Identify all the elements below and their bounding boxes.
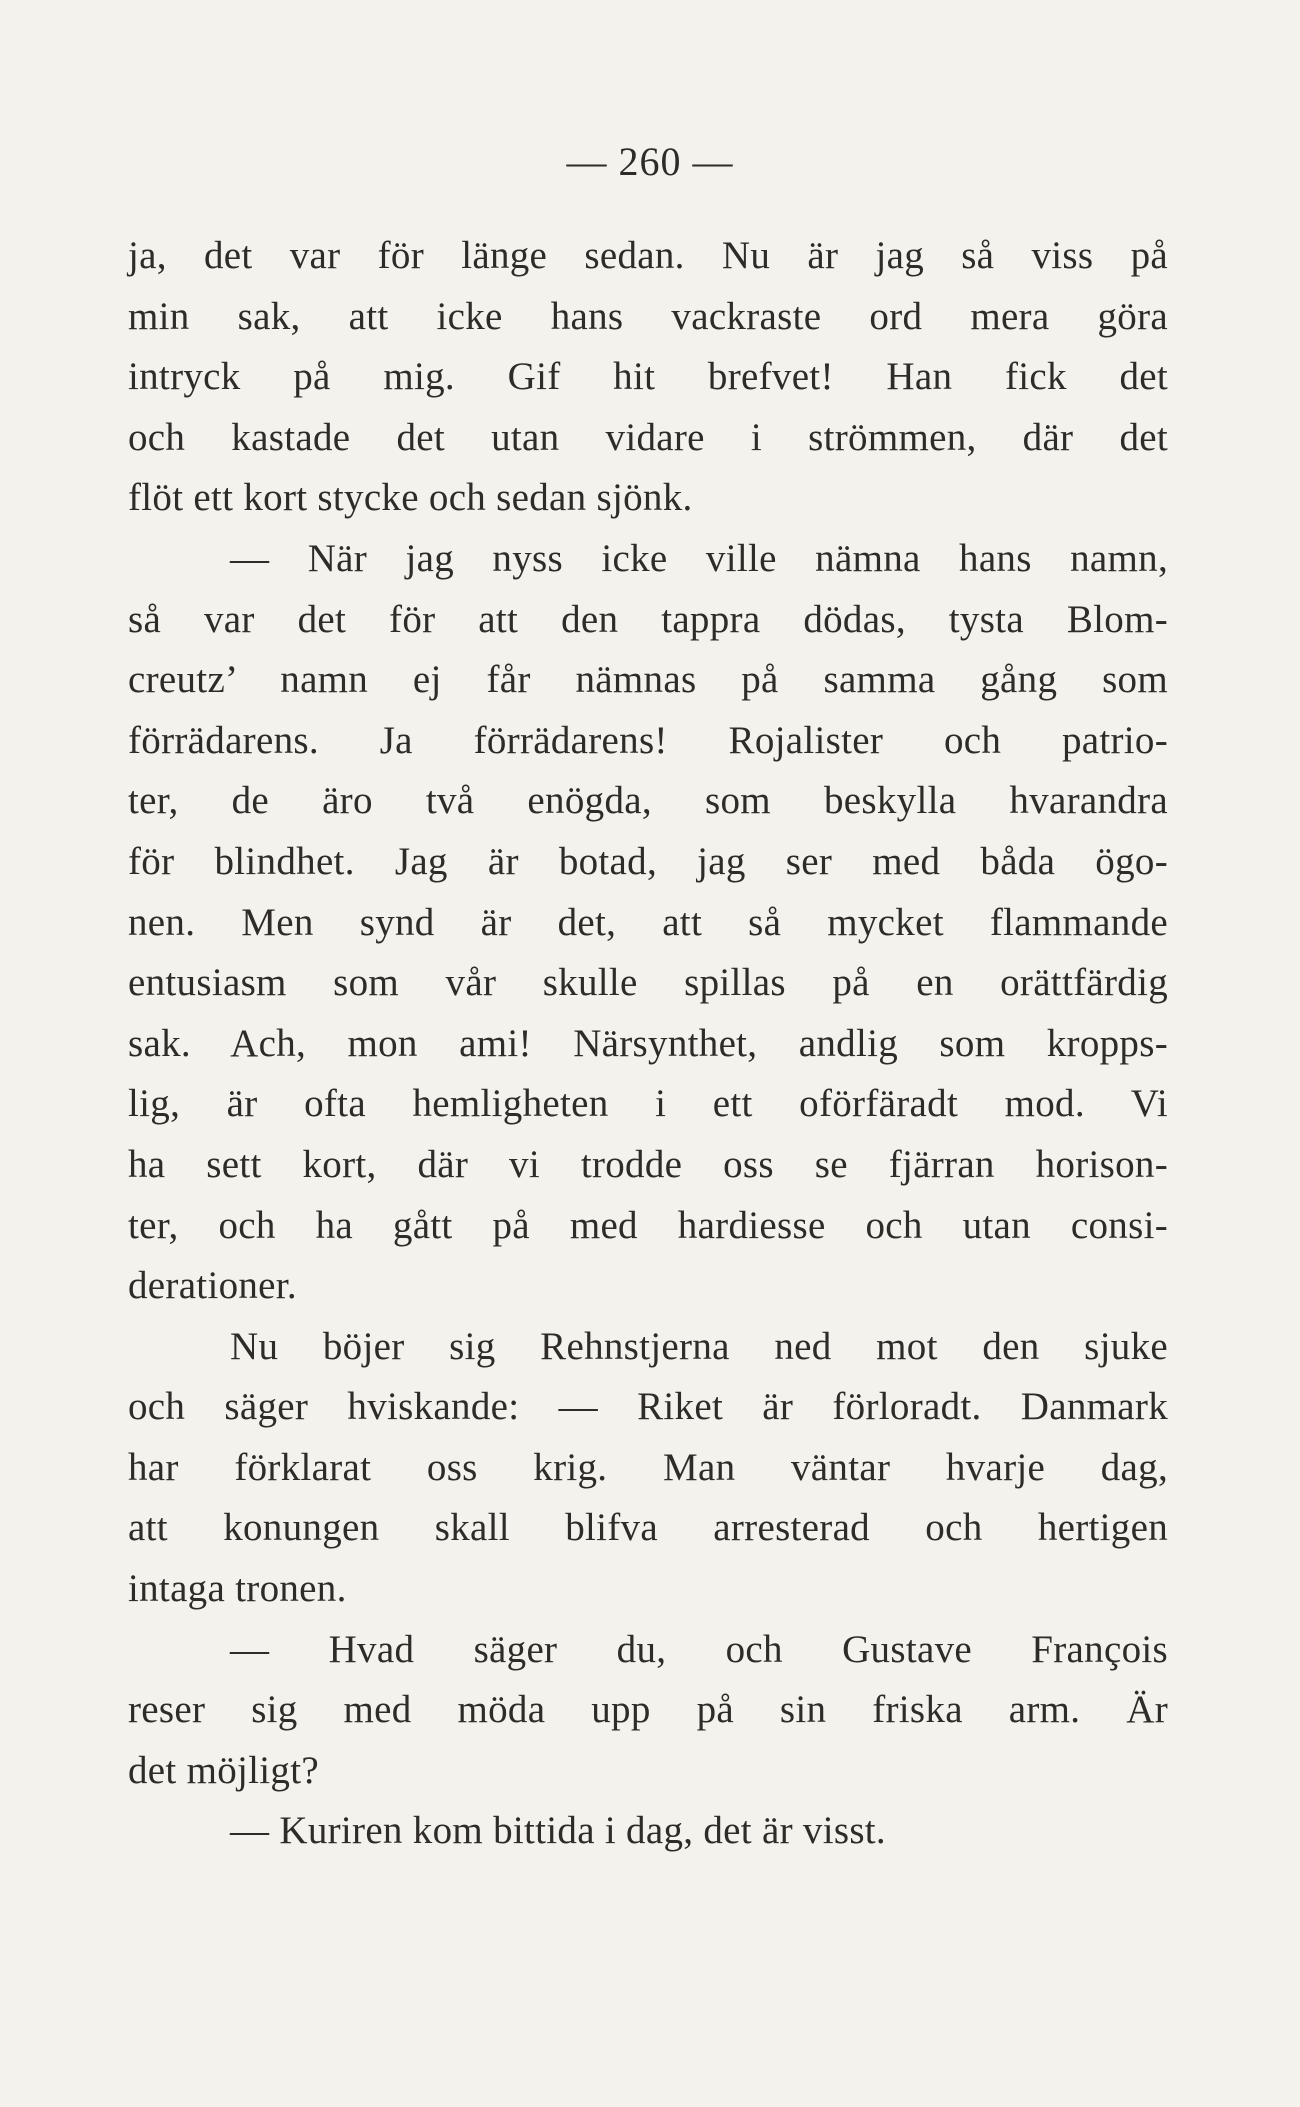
text-line: creutz’ namn ej får nämnas på samma gång som (128, 658, 1168, 702)
text-line: ter, de äro två enögda, som beskylla hvarandra (128, 779, 1168, 823)
text-line: ter, och ha gått på med hardiesse och utan consi- (128, 1203, 1168, 1247)
text-line: intaga tronen. (128, 1567, 347, 1611)
text-line: det möjligt? (128, 1748, 319, 1792)
text-line: nen. Men synd är det, att så mycket flammande (128, 900, 1168, 944)
text-line: entusiasm som vår skulle spillas på en orättfärdig (128, 961, 1168, 1005)
page-number: — 260 — (566, 139, 734, 184)
text-line: för blindhet. Jag är botad, jag ser med båda ögo- (128, 839, 1168, 883)
body-text (128, 226, 1168, 1862)
text-line: att konungen skall blifva arresterad och hertigen (128, 1506, 1168, 1550)
text-line: har förklarat oss krig. Man väntar hvarje dag, (128, 1445, 1168, 1489)
text-line: sak. Ach, mon ami! Närsynthet, andlig som kropps- (128, 1021, 1168, 1065)
text-line: min sak, att icke hans vackraste ord mera göra (128, 294, 1168, 338)
text-line: så var det för att den tappra dödas, tysta Blom- (128, 597, 1168, 641)
text-line: och säger hviskande: — Riket är förloradt. Danmark (128, 1385, 1168, 1429)
text-line: intryck på mig. Gif hit brefvet! Han fick det (128, 355, 1168, 399)
text-line: — När jag nyss icke ville nämna hans namn, (230, 536, 1168, 580)
text-line: Nu böjer sig Rehnstjerna ned mot den sjuke (230, 1324, 1168, 1368)
text-line: förrädarens. Ja förrädarens! Rojalister och patrio- (128, 718, 1168, 762)
text-line: och kastade det utan vidare i strömmen, där det (128, 415, 1168, 459)
text-line: derationer. (128, 1264, 297, 1308)
text-line: — Kuriren kom bittida i dag, det är visst. (230, 1809, 886, 1853)
text-line: reser sig med möda upp på sin friska arm. Är (128, 1688, 1168, 1732)
text-line: ja, det var för länge sedan. Nu är jag så viss på (128, 234, 1168, 277)
text-line: — Hvad säger du, och Gustave François (230, 1627, 1168, 1671)
text-line: lig, är ofta hemligheten i ett oförfäradt mod. Vi (128, 1082, 1168, 1126)
text-line: flöt ett kort stycke och sedan sjönk. (128, 476, 693, 520)
text-line: ha sett kort, där vi trodde oss se fjärran horison- (128, 1142, 1168, 1186)
